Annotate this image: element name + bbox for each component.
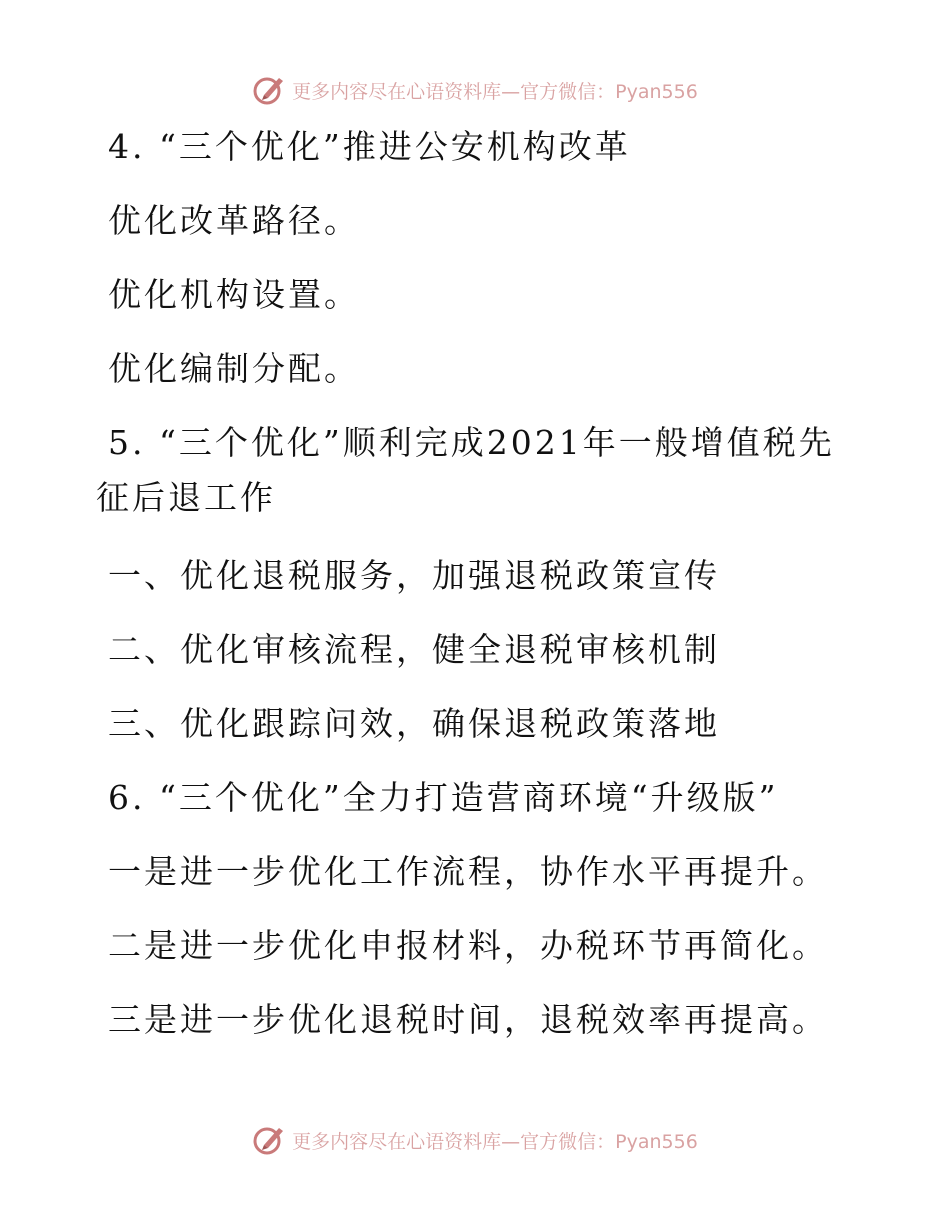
pen-circle-icon xyxy=(252,1123,286,1157)
list-item: 优化编制分配。 xyxy=(108,349,360,388)
list-item: 一是进一步优化工作流程，协作水平再提升。 xyxy=(108,852,828,891)
heading-6: 6. “三个优化”全力打造营商环境“升级版” xyxy=(108,778,779,817)
list-item: 优化机构设置。 xyxy=(108,275,360,314)
heading-5: 5. “三个优化”顺利完成2021年一般增值税先 xyxy=(108,423,835,462)
footer-watermark xyxy=(0,1120,950,1160)
list-item: 三是进一步优化退税时间，退税效率再提高。 xyxy=(108,1000,828,1039)
list-item: 二、优化审核流程，健全退税审核机制 xyxy=(108,630,720,669)
watermark-text: 更多内容尽在心语资料库—官方微信：Pyan556 xyxy=(292,80,698,103)
list-item: 三、优化跟踪问效，确保退税政策落地 xyxy=(108,704,720,743)
list-item: 二是进一步优化申报材料，办税环节再简化。 xyxy=(108,926,828,965)
pen-circle-icon xyxy=(252,73,286,107)
heading-4: 4. “三个优化”推进公安机构改革 xyxy=(108,127,631,166)
list-item: 优化改革路径。 xyxy=(108,201,360,240)
header-watermark xyxy=(0,70,950,110)
list-item: 一、优化退税服务，加强退税政策宣传 xyxy=(108,556,720,595)
heading-5-continuation: 征后退工作 xyxy=(96,478,276,517)
watermark-text: 更多内容尽在心语资料库—官方微信：Pyan556 xyxy=(292,1130,698,1153)
